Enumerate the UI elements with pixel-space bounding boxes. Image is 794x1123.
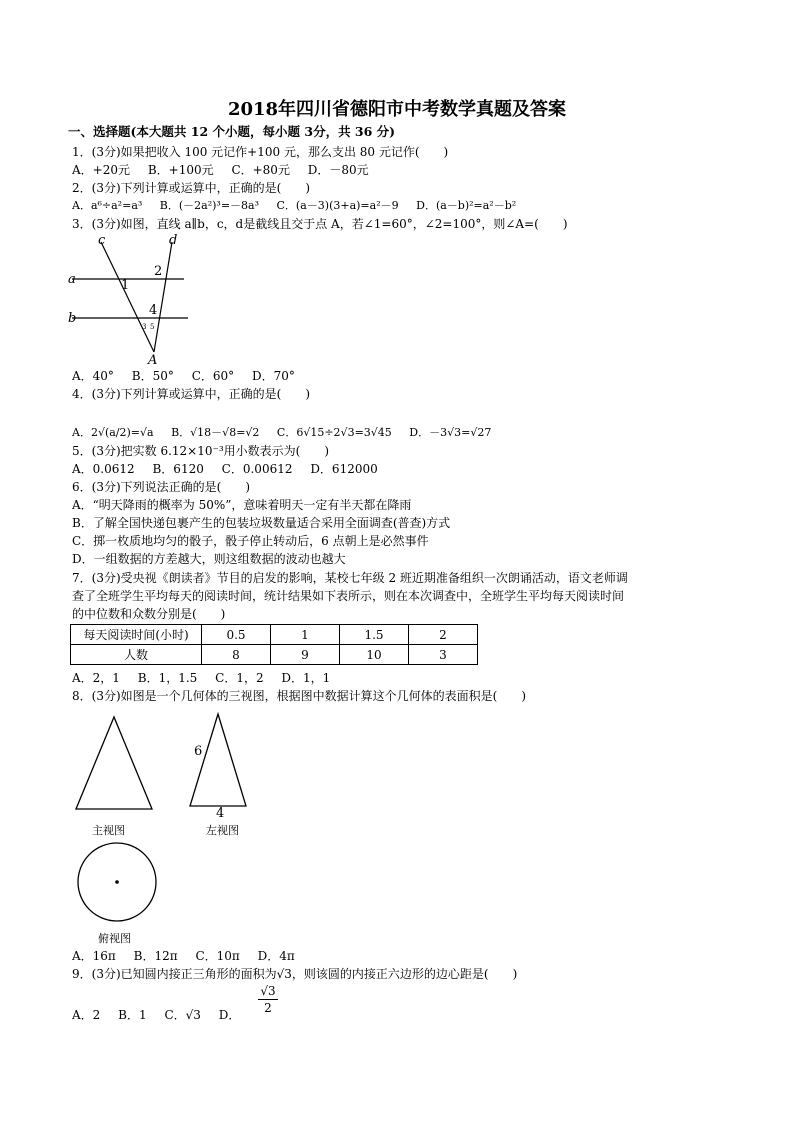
q6-option-b: B．了解全国快递包裹产生的包装垃圾数量适合采用全面调查(普查)方式: [72, 516, 451, 530]
q7-stem-line-2: 查了全班学生平均每天的阅读时间，统计结果如下表所示，则在本次调查中，全班学生平均每天阅读时间: [72, 589, 625, 603]
q2-option-c: C．(a－3)(3+a)=a²－9: [276, 199, 399, 212]
q9-option-c: C．√3: [164, 1008, 201, 1022]
q6-option-a: A．“明天降雨的概率为 50%”，意味着明天一定有半天都在降雨: [72, 498, 412, 512]
table-cell: 每天阅读时间(小时): [71, 625, 202, 645]
label-d: d: [169, 233, 178, 248]
q9-stem: 9．(3分)已知圆内接正三角形的面积为√3，则该圆的内接正六边形的边心距是( ): [72, 967, 518, 981]
angle-3-label: 3: [142, 323, 147, 331]
table-cell: 0.5: [202, 625, 271, 645]
q2-stem: 2．(3分)下列计算或运算中，正确的是( ): [72, 181, 310, 195]
q6-option-d: D．一组数据的方差越大，则这组数据的波动也越大: [72, 552, 346, 566]
q5-options: [72, 461, 392, 477]
left-view-caption: 左视图: [206, 824, 239, 837]
angle-4-label: 4: [149, 303, 158, 318]
q3-options: [72, 368, 309, 384]
table-row: [71, 645, 478, 665]
q3-figure: [68, 230, 198, 370]
q7-option-d: D．1，1: [281, 671, 331, 685]
line-c: [101, 242, 154, 352]
center-dot: [115, 880, 119, 884]
q9-option-d-fraction: [258, 984, 278, 1015]
top-view-caption: 俯视图: [98, 932, 131, 945]
table-cell: 9: [271, 645, 340, 665]
label-a: a: [68, 272, 76, 287]
label-A: A: [148, 353, 158, 368]
left-view-triangle: [188, 712, 250, 810]
q7-option-b: B．1，1.5: [137, 671, 198, 685]
q4-option-d: D．－3√3=√27: [409, 426, 492, 439]
q6-option-c: C．掷一枚质地均匀的骰子，骰子停止转动后，6 点朝上是必然事件: [72, 534, 429, 548]
table-cell: 1.5: [340, 625, 409, 645]
q3-stem: 3．(3分)如图，直线 a∥b，c，d是截线且交于点 A，若∠1=60°，∠2=100°，则∠A=( ): [72, 217, 568, 231]
q3-option-b: B．50°: [131, 369, 174, 383]
q1-option-a: A．+20元: [72, 163, 130, 177]
q7-option-c: C．1，2: [215, 671, 264, 685]
top-view-circle: [76, 846, 160, 930]
angle-1-label: 1: [121, 278, 130, 293]
q4-option-b: B．√18－√8=√2: [171, 426, 260, 439]
q9-option-a: A．2: [72, 1008, 101, 1022]
q4-options: [72, 425, 505, 441]
angle-2-label: 2: [154, 264, 163, 279]
q1-options: [72, 162, 383, 178]
q1-option-d: D．－80元: [307, 163, 369, 177]
q5-stem: 5．(3分)把实数 6.12×10⁻³用小数表示为( ): [72, 444, 329, 458]
section-heading: 一、选择题(本大题共 12 个小题，每小题 3分，共 36 分): [68, 124, 396, 139]
fraction-bar: [258, 999, 278, 1000]
label-b: b: [68, 311, 77, 326]
angle-5-label: 5: [150, 323, 155, 331]
q9-options: [72, 1007, 254, 1023]
q7-option-a: A．2，1: [72, 671, 120, 685]
slant-length-label: 6: [194, 744, 203, 759]
fraction-denominator: 2: [264, 1001, 272, 1015]
table-cell: 人数: [71, 645, 202, 665]
table-cell: 10: [340, 645, 409, 665]
q7-options: [72, 670, 344, 686]
q5-option-c: C．0.00612: [221, 462, 293, 476]
q5-option-a: A．0.0612: [72, 462, 135, 476]
q4-option-c: C．6√15÷2√3=3√45: [276, 426, 392, 439]
q9-option-b: B．1: [118, 1008, 147, 1022]
q1-option-c: C．+80元: [231, 163, 290, 177]
label-c: c: [98, 233, 106, 248]
front-view-triangle: [74, 715, 156, 811]
q9-option-d: D．: [218, 1008, 241, 1022]
q2-option-a: A．a⁶÷a²=a³: [72, 199, 143, 212]
q7-stem-line-3: 的中位数和众数分别是( ): [72, 607, 226, 621]
q1-stem: 1．(3分)如果把收入 100 元记作+100 元，那么支出 80 元记作( ): [72, 145, 449, 159]
table-cell: 3: [409, 645, 478, 665]
q2-option-b: B．(－2a²)³=－8a³: [159, 199, 260, 212]
q5-option-b: B．6120: [152, 462, 204, 476]
reading-time-table: [70, 624, 478, 665]
q7-stem-line-1: 7．(3分)受央视《朗读者》节目的启发的影响，某校七年级 2 班近期准备组织一次朗诵活动，语文老师调: [72, 571, 628, 585]
q3-option-d: D．70°: [251, 369, 295, 383]
q1-option-b: B．+100元: [147, 163, 214, 177]
q8-options: [72, 948, 309, 964]
fraction-numerator: √3: [260, 984, 276, 998]
table-cell: 8: [202, 645, 271, 665]
q8-option-b: B．12π: [133, 949, 178, 963]
q5-option-d: D．612000: [310, 462, 378, 476]
q4-stem: 4．(3分)下列计算或运算中，正确的是( ): [72, 387, 310, 401]
page-title: 2018年四川省德阳市中考数学真题及答案: [227, 99, 567, 120]
q8-option-c: C．10π: [195, 949, 240, 963]
table-row: [71, 625, 478, 645]
q3-option-c: C．60°: [191, 369, 235, 383]
q3-option-a: A．40°: [72, 369, 114, 383]
q4-option-a: A．2√(a/2)=√a: [72, 426, 154, 439]
front-view-caption: 主视图: [92, 824, 125, 837]
table-cell: 1: [271, 625, 340, 645]
q8-stem: 8．(3分)如图是一个几何体的三视图，根据图中数据计算这个几何体的表面积是( ): [72, 689, 526, 703]
line-d: [154, 242, 172, 352]
base-length-label: 4: [216, 806, 225, 821]
q2-options: [72, 198, 530, 214]
table-cell: 2: [409, 625, 478, 645]
q2-option-d: D．(a－b)²=a²－b²: [416, 199, 517, 212]
q8-option-a: A．16π: [72, 949, 116, 963]
q8-option-d: D．4π: [257, 949, 295, 963]
q6-stem: 6．(3分)下列说法正确的是( ): [72, 480, 250, 494]
